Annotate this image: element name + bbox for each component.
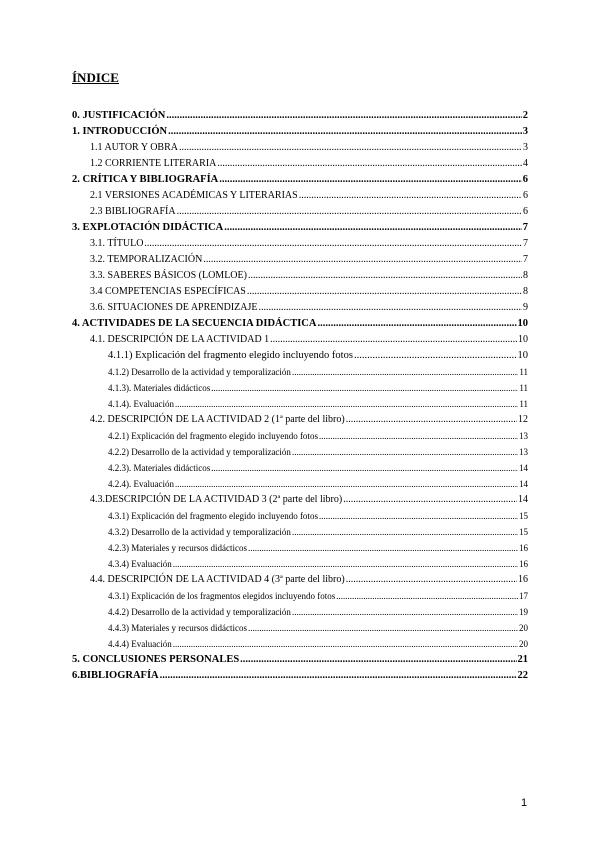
toc-entry-label: 4.3.2) Desarrollo de la actividad y temporalización — [108, 527, 291, 537]
dot-leader — [224, 220, 522, 236]
toc-entry[interactable] — [72, 300, 528, 316]
toc-entry-label: 3.4 COMPETENCIAS ESPECÍFICAS — [90, 286, 246, 297]
toc-entry[interactable] — [72, 412, 528, 428]
toc-entry-label: 4.4.4) Evaluación — [108, 639, 172, 649]
toc-entry-label: 4.2.3) Materiales y recursos didácticos — [108, 543, 247, 553]
toc-entry-label: 1.1 AUTOR Y OBRA — [90, 142, 178, 153]
dot-leader — [211, 460, 518, 476]
dot-leader — [248, 268, 522, 284]
dot-leader — [160, 668, 517, 684]
toc-entry-page: 12 — [518, 414, 528, 425]
toc-entry-label: 4.3.1) Explicación del fragmento elegido incluyendo fotos — [108, 511, 318, 521]
toc-entry[interactable] — [72, 124, 528, 140]
toc-entry-label: 4.2.3). Materiales didácticos — [108, 463, 211, 473]
toc-entry[interactable] — [72, 284, 528, 300]
toc-entry-label: 3.1. TÍTULO — [90, 238, 144, 249]
toc-entry-page: 6 — [523, 206, 528, 217]
dot-leader — [175, 476, 518, 492]
dot-leader — [346, 572, 517, 588]
toc-entry[interactable] — [72, 604, 528, 620]
toc-entry-page: 20 — [519, 623, 528, 633]
dot-leader — [166, 108, 521, 124]
toc-entry-page: 21 — [517, 654, 528, 665]
toc-entry[interactable] — [72, 332, 528, 348]
toc-entry[interactable] — [72, 172, 528, 188]
toc-entry-page: 11 — [519, 383, 528, 393]
toc-entry[interactable] — [72, 108, 528, 124]
toc-entry-page: 19 — [519, 607, 528, 617]
toc-entry-label: 1. INTRODUCCIÓN — [72, 126, 168, 137]
toc-entry[interactable] — [72, 476, 528, 492]
toc-entry-label: 2. CRÍTICA Y BIBLIOGRAFÍA — [72, 174, 219, 185]
toc-entry-page: 10 — [517, 318, 528, 329]
toc-entry-page: 11 — [519, 399, 528, 409]
toc-entry[interactable] — [72, 204, 528, 220]
page-title: ÍNDICE — [72, 70, 119, 85]
toc-entry-page: 14 — [518, 494, 528, 505]
toc-entry-page: 3 — [523, 142, 528, 153]
toc-entry-page: 16 — [518, 574, 528, 585]
toc-entry-page: 13 — [519, 447, 528, 457]
toc-entry-page: 16 — [519, 543, 528, 553]
toc-entry-page: 8 — [523, 270, 528, 281]
dot-leader — [203, 252, 522, 268]
toc-entry-label: 4.2.4). Evaluación — [108, 479, 174, 489]
dot-leader — [173, 636, 518, 652]
toc-entry[interactable] — [72, 380, 528, 396]
toc-entry-label: 4.3.DESCRIPCIÓN DE LA ACTIVIDAD 3 (2ª parte del libro) — [90, 494, 343, 505]
toc-entry-label: 4. ACTIVIDADES DE LA SECUENCIA DIDÁCTICA — [72, 318, 317, 329]
toc-entry-page: 8 — [523, 286, 528, 297]
toc-entry-label: 2.3 BIBLIOGRAFÍA — [90, 206, 176, 217]
toc-entry[interactable] — [72, 652, 528, 668]
dot-leader — [354, 348, 517, 364]
toc-entry-label: 3. EXPLOTACIÓN DIDÁCTICA — [72, 222, 224, 233]
toc-entry-page: 14 — [519, 479, 528, 489]
dot-leader — [270, 332, 517, 348]
toc-entry-page: 7 — [523, 238, 528, 249]
toc-entry[interactable] — [72, 252, 528, 268]
toc-entry[interactable] — [72, 220, 528, 236]
toc-entry-page: 6 — [522, 174, 528, 185]
toc-entry[interactable] — [72, 428, 528, 444]
dot-leader — [336, 588, 518, 604]
dot-leader — [319, 508, 518, 524]
toc-entry-page: 3 — [522, 126, 528, 137]
toc-entry-label: 4.1.3). Materiales didácticos — [108, 383, 211, 393]
dot-leader — [346, 412, 517, 428]
dot-leader — [219, 172, 522, 188]
toc-entry-label: 2.1 VERSIONES ACADÉMICAS Y LITERARIAS — [90, 190, 298, 201]
toc-entry-label: 4.4.3) Materiales y recursos didácticos — [108, 623, 247, 633]
table-of-contents — [72, 108, 528, 684]
toc-entry-label: 4.2.1) Explicación del fragmento elegido incluyendo fotos — [108, 431, 318, 441]
toc-entry[interactable] — [72, 460, 528, 476]
toc-entry-page: 14 — [519, 463, 528, 473]
dot-leader — [240, 652, 516, 668]
toc-entry-page: 11 — [519, 367, 528, 377]
toc-entry-label: 4.4.2) Desarrollo de la actividad y temporalización — [108, 607, 291, 617]
toc-entry-page: 4 — [523, 158, 528, 169]
dot-leader — [299, 188, 522, 204]
dot-leader — [168, 124, 522, 140]
toc-entry-page: 20 — [519, 639, 528, 649]
dot-leader — [248, 540, 518, 556]
toc-entry[interactable] — [72, 156, 528, 172]
dot-leader — [292, 364, 518, 380]
dot-leader — [211, 380, 518, 396]
toc-entry-label: 4.3.4) Evaluación — [108, 559, 172, 569]
dot-leader — [319, 428, 518, 444]
toc-entry[interactable] — [72, 636, 528, 652]
toc-entry-label: 4.2. DESCRIPCIÓN DE LA ACTIVIDAD 2 (1ª parte del libro) — [90, 414, 345, 425]
toc-entry-page: 2 — [522, 110, 528, 121]
toc-entry[interactable] — [72, 492, 528, 508]
dot-leader — [292, 524, 518, 540]
toc-entry-label: 4.1.2) Desarrollo de la actividad y temporalización — [108, 367, 291, 377]
toc-entry-page: 9 — [523, 302, 528, 313]
toc-entry-page: 6 — [523, 190, 528, 201]
toc-entry[interactable] — [72, 588, 528, 604]
toc-entry-label: 4.2.2) Desarrollo de la actividad y temporalización — [108, 447, 291, 457]
toc-entry-page: 10 — [518, 334, 528, 345]
toc-entry-page: 16 — [519, 559, 528, 569]
toc-entry[interactable] — [72, 524, 528, 540]
toc-entry-label: 3.3. SABERES BÁSICOS (LOMLOE) — [90, 270, 247, 281]
toc-entry[interactable] — [72, 348, 528, 364]
toc-entry-label: 4.4. DESCRIPCIÓN DE LA ACTIVIDAD 4 (3ª parte del libro) — [90, 574, 345, 585]
toc-entry[interactable] — [72, 364, 528, 380]
dot-leader — [292, 444, 518, 460]
toc-entry-label: 5. CONCLUSIONES PERSONALES — [72, 654, 240, 665]
toc-entry[interactable] — [72, 668, 528, 684]
toc-entry-label: 4.3.1) Explicación de los fragmentos elegidos incluyendo fotos — [108, 591, 336, 601]
toc-entry[interactable] — [72, 188, 528, 204]
toc-entry[interactable] — [72, 396, 528, 412]
toc-entry[interactable] — [72, 540, 528, 556]
page-number: 1 — [521, 797, 528, 809]
dot-leader — [175, 396, 518, 412]
toc-entry-label: 1.2 CORRIENTE LITERARIA — [90, 158, 217, 169]
toc-entry-label: 3.2. TEMPORALIZACIÓN — [90, 254, 203, 265]
toc-entry[interactable] — [72, 236, 528, 252]
toc-entry[interactable] — [72, 572, 528, 588]
dot-leader — [144, 236, 522, 252]
toc-entry-page: 7 — [523, 254, 528, 265]
toc-entry-page: 13 — [519, 431, 528, 441]
toc-entry[interactable] — [72, 620, 528, 636]
toc-entry[interactable] — [72, 444, 528, 460]
dot-leader — [179, 140, 522, 156]
dot-leader — [317, 316, 516, 332]
toc-entry-page: 15 — [519, 527, 528, 537]
toc-entry-page: 17 — [519, 591, 528, 601]
toc-entry-page: 7 — [522, 222, 528, 233]
toc-entry[interactable] — [72, 316, 528, 332]
toc-entry[interactable] — [72, 556, 528, 572]
toc-entry-label: 3.6. SITUACIONES DE APRENDIZAJE — [90, 302, 258, 313]
dot-leader — [177, 204, 522, 220]
toc-entry-page: 22 — [517, 670, 528, 681]
toc-entry[interactable] — [72, 508, 528, 524]
toc-entry[interactable] — [72, 268, 528, 284]
dot-leader — [259, 300, 523, 316]
dot-leader — [343, 492, 517, 508]
dot-leader — [247, 284, 522, 300]
dot-leader — [248, 620, 518, 636]
toc-entry[interactable] — [72, 140, 528, 156]
toc-entry-label: 4.1.1) Explicación del fragmento elegido incluyendo fotos — [108, 350, 353, 361]
toc-entry-page: 15 — [519, 511, 528, 521]
toc-entry-label: 4.1.4). Evaluación — [108, 399, 174, 409]
dot-leader — [173, 556, 518, 572]
toc-entry-label: 6.BIBLIOGRAFÍA — [72, 670, 159, 681]
dot-leader — [217, 156, 522, 172]
dot-leader — [292, 604, 518, 620]
toc-entry-label: 0. JUSTIFICACIÓN — [72, 110, 166, 121]
toc-entry-label: 4.1. DESCRIPCIÓN DE LA ACTIVIDAD 1 — [90, 334, 270, 345]
toc-entry-page: 10 — [517, 350, 528, 361]
